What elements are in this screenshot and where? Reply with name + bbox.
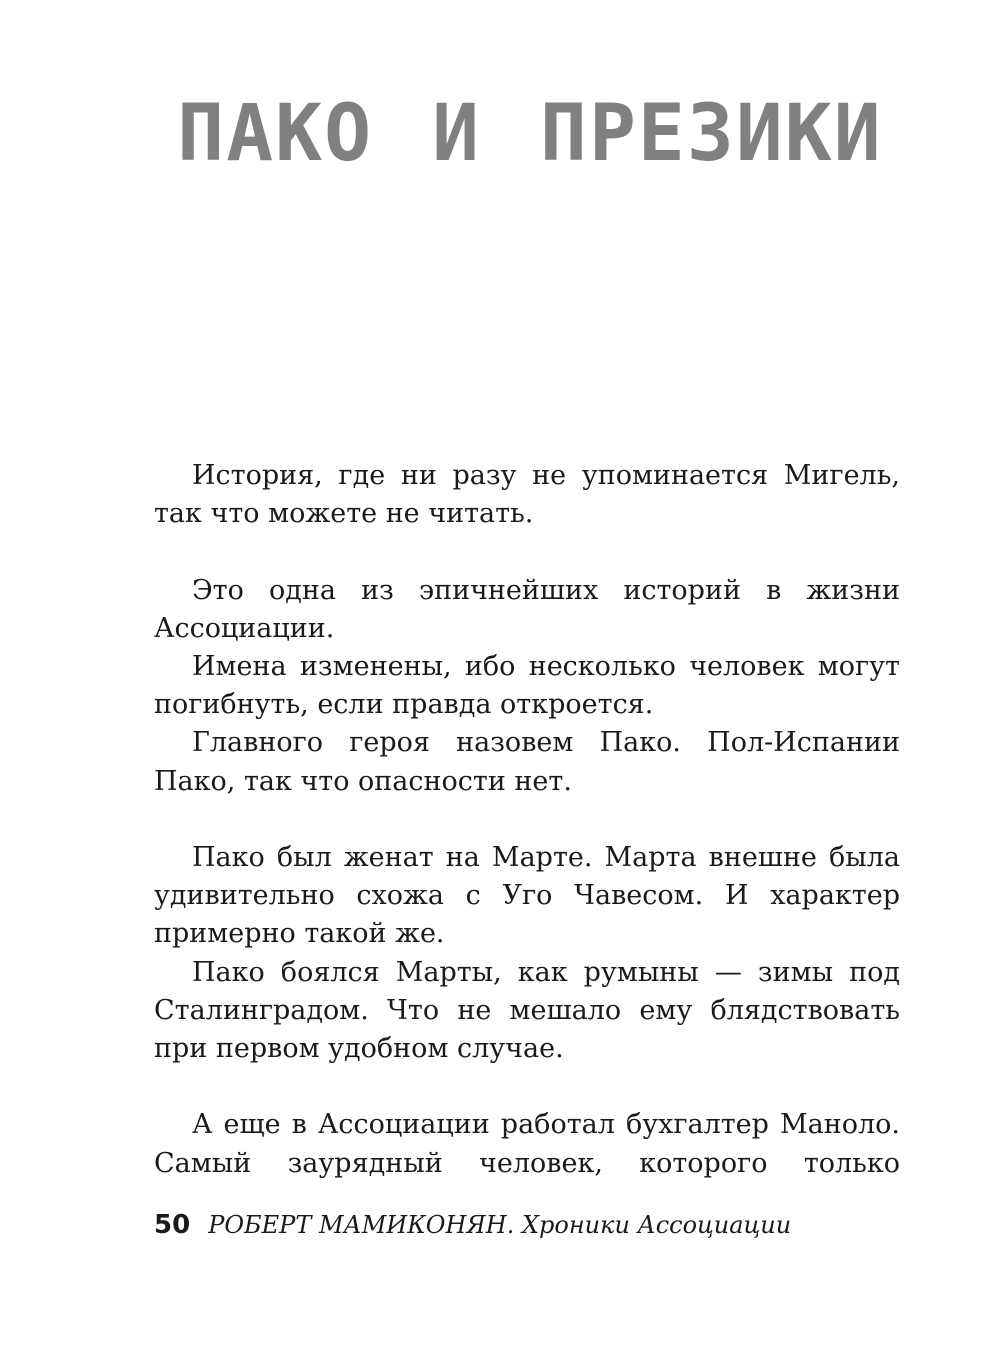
paragraph: История, где ни разу не упоминается Мигель, так что можете не читать.	[154, 460, 900, 530]
running-head: РОБЕРТ МАМИКОНЯН. Хроники Ассоциации	[208, 1211, 792, 1239]
paragraph: Имена изменены, ибо несколько человек могут погибнуть, если правда откроется.	[154, 651, 900, 721]
paragraph: Главного героя назовем Пако. Пол-Испании Пако, так что опасности нет.	[154, 727, 900, 797]
body-text	[154, 457, 900, 1183]
page-footer	[154, 1212, 914, 1238]
chapter-title: ПАКО И ПРЕЗИКИ	[177, 89, 883, 179]
paragraph: Это одна из эпичнейших историй в жизни Ассоциации.	[154, 574, 900, 644]
paragraph: Пако боялся Марты, как румыны — зимы под Сталинградом. Что не мешало ему блядствовать при первом удобном случае.	[154, 956, 900, 1065]
page-number: 50	[154, 1210, 191, 1240]
paragraph-continued: А еще в Ассоциации работал бухгалтер Маноло. Самый заурядный человек, которого только	[154, 1109, 900, 1179]
paragraph: Пако был женат на Марте. Марта внешне была удивительно схожа с Уго Чавесом. И характер примерно такой же.	[154, 842, 900, 950]
